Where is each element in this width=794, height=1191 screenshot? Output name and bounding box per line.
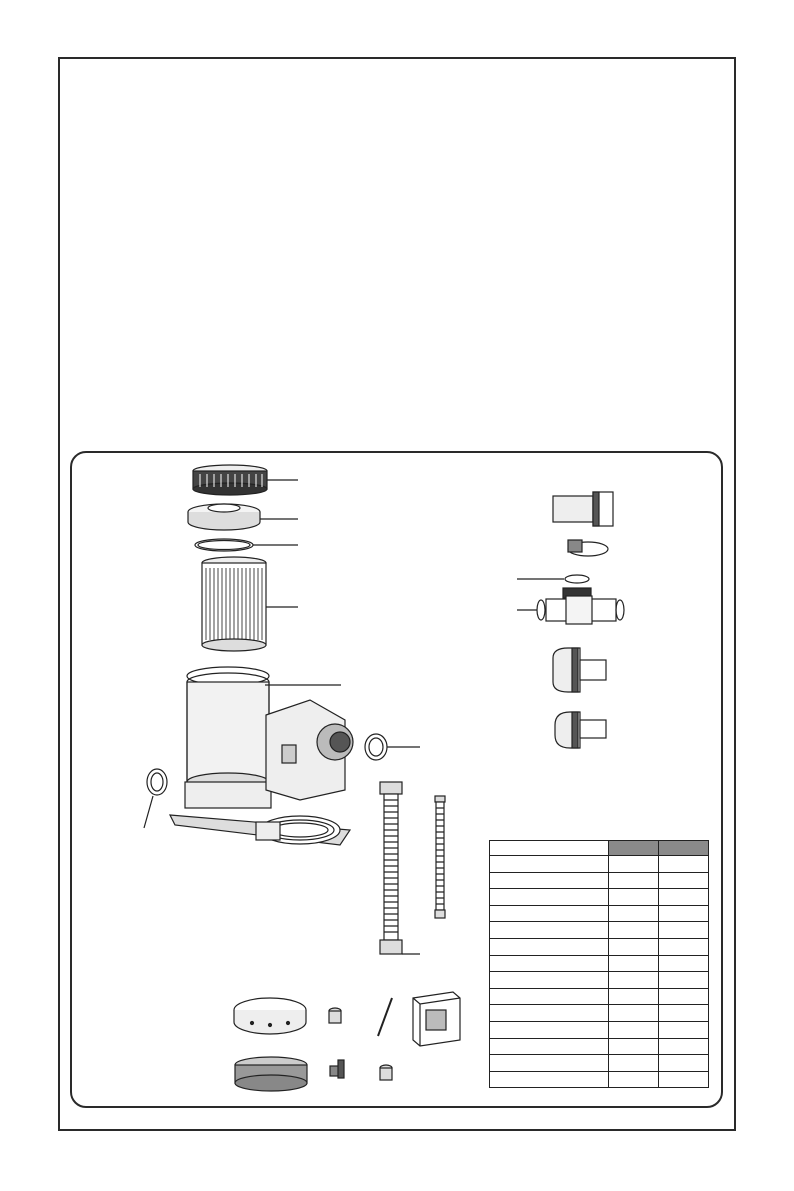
hose-clamp-icon [568, 540, 608, 556]
table-header-cell [659, 841, 709, 856]
table-cell [490, 1021, 609, 1038]
table-cell [490, 905, 609, 922]
table-cell [609, 1038, 659, 1055]
table-cell [490, 988, 609, 1005]
table-cell [659, 889, 709, 906]
table-cell [659, 938, 709, 955]
table-row [490, 872, 709, 889]
table-cell [659, 1071, 709, 1088]
o-ring-icon [195, 539, 253, 551]
table-row [490, 1071, 709, 1088]
table-cell [659, 1021, 709, 1038]
plug-icon [380, 1065, 392, 1080]
table-cell [609, 938, 659, 955]
strainer-lid-icon [188, 504, 260, 530]
filter-cartridge-icon [202, 557, 266, 651]
power-cord-icon [256, 816, 340, 844]
table-cell [490, 889, 609, 906]
table-header-cell [490, 841, 609, 856]
parts-table [489, 840, 709, 1088]
table-row [490, 1038, 709, 1055]
stopper-plug-icon [329, 1008, 341, 1023]
hose-long-icon [380, 782, 402, 954]
table-header-cell [609, 841, 659, 856]
table-cell [659, 955, 709, 972]
table-cell [659, 972, 709, 989]
hose-short-icon [435, 796, 445, 918]
table-cell [490, 1071, 609, 1088]
table-cell [490, 1005, 609, 1022]
table-cell [659, 1005, 709, 1022]
box-package-icon [413, 992, 460, 1046]
table-cell [490, 938, 609, 955]
table-cell [609, 1055, 659, 1072]
table-cell [659, 988, 709, 1005]
table-row [490, 889, 709, 906]
table-cell [490, 972, 609, 989]
table-cell [609, 922, 659, 939]
table-row [490, 972, 709, 989]
table-cell [609, 1005, 659, 1022]
table-cell [659, 1038, 709, 1055]
table-row [490, 955, 709, 972]
table-cell [659, 1055, 709, 1072]
table-cell [609, 955, 659, 972]
table-cell [609, 905, 659, 922]
table-cell [659, 872, 709, 889]
table-cell [490, 922, 609, 939]
table-cell [659, 922, 709, 939]
table-row [490, 922, 709, 939]
table-row [490, 938, 709, 955]
table-row [490, 1021, 709, 1038]
strainer-grid-icon [555, 712, 606, 748]
pool-ring-icon [234, 998, 306, 1034]
table-row [490, 1055, 709, 1072]
table-cell [490, 1038, 609, 1055]
adapter-tee-icon [537, 575, 624, 624]
table-cell [609, 856, 659, 873]
table-cell [609, 889, 659, 906]
table-cell [490, 1055, 609, 1072]
table-cell [609, 988, 659, 1005]
table-row [490, 905, 709, 922]
table-cell [609, 872, 659, 889]
drain-valve-icon [330, 1060, 344, 1078]
table-row [490, 856, 709, 873]
pump-motor-icon [266, 700, 353, 800]
table-row [490, 988, 709, 1005]
plunger-valve-icon [553, 492, 613, 526]
table-cell [490, 872, 609, 889]
table-cell [609, 1021, 659, 1038]
tool-icon [378, 998, 392, 1036]
table-cell [609, 972, 659, 989]
pool-frame-icon [235, 1057, 307, 1091]
table-cell [659, 905, 709, 922]
strainer-connector-icon [553, 648, 606, 692]
table-cell [609, 1071, 659, 1088]
strainer-cover-icon [193, 465, 267, 495]
table-cell [490, 856, 609, 873]
table-cell [659, 856, 709, 873]
table-cell [490, 955, 609, 972]
table-header-row [490, 841, 709, 856]
table-row [490, 1005, 709, 1022]
